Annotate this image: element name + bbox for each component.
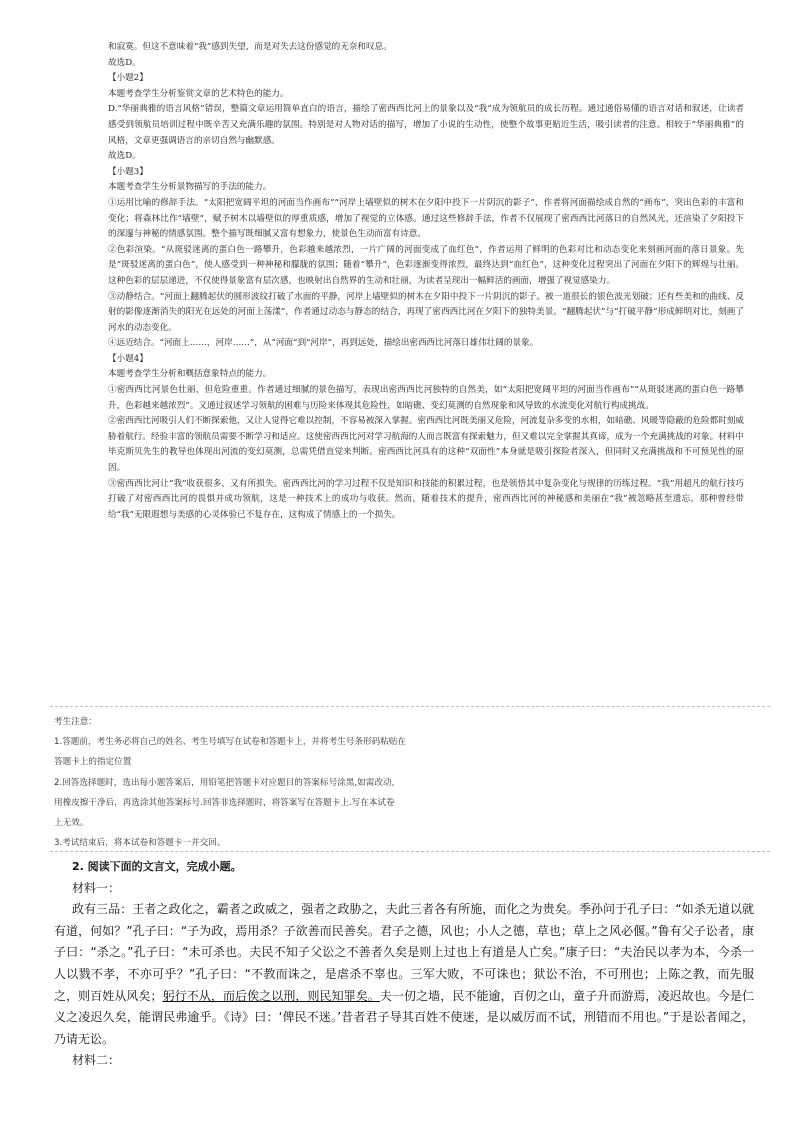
answer-paragraph: ①运用比喻的修辞手法。“太阳把宽阔平坦的河面当作画布”“河岸上墙壁似的树木在夕阳中投下一片阴沉的影子”，作者将河面描绘成自然的“画布”，突出色彩的丰富和变化；将森林比作“墙壁”，赋予树木以墙壁似的厚重质感，增加了视觉的立体感。通过这些修辞手法，作者不仅展现了密西西比河落日的自然风光，还渲染了夕阳投下的深邃与神秘的情感氛围。整个描写既细腻又富有想象力，使景色生动而富有诗意。 <box>108 197 744 240</box>
answer-line: 故选D。 <box>108 57 141 68</box>
notice-line: 用橡皮擦干净后，再选涂其他答案标号.回答非选择题时，将答案写在答题卡上.写在本试卷 <box>54 797 395 808</box>
divider-top <box>50 706 770 707</box>
answer-line: 本题考查学生分析鉴赏文章的艺术特色的能力。 <box>108 88 289 99</box>
answer-paragraph: D.“华丽典雅的语言风格”错误，整篇文章运用简单直白的语言，描绘了密西西比河上的景象以及“我”成为领航员的成长历程。通过通俗易懂的语言对话和叙述，让读者感受到领航员培训过程中既辛苦又充满乐趣的氛围。特别是对人物对话的描写，增加了小说的生动性，使整个故事更贴近生活，吸引读者的注意。相较于“华丽典雅”的风格，文章更强调语言的亲切自然与幽默感。 <box>108 104 744 146</box>
subquestion-heading: 【小题3】 <box>108 166 148 177</box>
answer-line: 本题考查学生分析和概括意象特点的能力。 <box>108 369 272 380</box>
answer-paragraph: ③密西西比河让“我”收获很多，又有所损失。密西西比河的学习过程不仅是知识和技能的积累过程，也是领悟其中复杂变化与规律的历练过程。“我”用超凡的航行技巧打破了对密西西比河的畏惧并成功领航，这是一种技术上的成功与收获。然而，随着技术的提升，密西西比河的神秘感和美丽在“我”被忽略甚至遗忘，那种曾经带给“我”无限遐想与美感的心灵体验已不复存在，这构成了情感上的一个损失。 <box>108 478 744 520</box>
notice-line: 上无效。 <box>54 818 89 829</box>
notice-title: 考生注意： <box>54 717 97 727</box>
notice-line: 答题卡上的指定位置 <box>54 757 132 768</box>
answer-paragraph: ①密西西比河景色壮丽，但危险重重。作者通过细腻的景色描写，表现出密西西比河独特的自然美，如“太阳把宽阔平坦的河面当作画布”“从斑驳迷离的蛋白色一路攀升，色彩越来越浓烈”。又通过叙述学习领航的困难与历险来体现其危险性，如暗礁、变幻莫测的自然现象和风导致的水流变化对航行构成挑战。 <box>108 385 744 411</box>
answer-line: 本题考查学生分析景物描写的手法的能力。 <box>108 182 272 193</box>
material-2-label: 材料二： <box>72 1053 121 1068</box>
notice-line: 2.回答选择题时，选出每小题答案后，用铅笔把答题卡对应题目的答案标号涂黑,如需改动， <box>54 777 401 788</box>
subquestion-heading: 【小题4】 <box>108 353 148 364</box>
answer-paragraph: ③动静结合。“河面上翻腾起伏的圆形波纹打破了水面的平静，河岸上墙壁似的树木在夕阳中投下一片阴沉的影子。被一道很长的银色波光划破；还有些美和的曲线、反射的影像逐渐消失的阳光在远处的河面上荡漾”，作者通过动态与静态的结合，再现了密西西比河在夕阳下的独特美景。“翻腾起伏”与“打破平静”形成鲜明对比，刻画了河水的动态变化。 <box>108 291 744 333</box>
notice-line: 1.答题前，考生务必将自己的姓名、考生号填写在试卷和答题卡上，并将考生号条形码粘贴在 <box>54 737 406 748</box>
classical-chinese-question <box>54 856 754 1072</box>
passage-text-before: 政有三品：王者之政化之，霸者之政威之，强者之政胁之，夫此三者各有所施，而化之为贵矣。季孙问于孔子曰：“如杀无道以就有道，何如？”孔子曰：“子为政，焉用杀？子欲善而民善矣。君子之德，风也；小人之德，草也；草上之风必偃。”鲁有父子讼者，康子曰：“杀之。”孔子曰：“未可杀也。夫民不知子父讼之不善者久矣是则上过也上有道是人亡矣。”康子曰：“夫治民以孝为本，今杀一人以戮不孝，不亦可乎？”孔子曰：“不教而诛之，是虐杀不辜也。三军大败，不可诛也；狱讼不治，不可刑也；上陈之教，而先服之，则百姓从风矣； <box>54 902 754 1003</box>
notice-line: 3.考试结束后，将本试卷和答题卡一并交回。 <box>54 838 226 849</box>
underlined-sentence: 躬行不从，而后俟之以刑，则民知罪矣。 <box>162 988 380 1003</box>
answer-paragraph: ②密西西比河吸引人们不断探索他，又让人觉得它难以控制，不容易被深入掌握。密西西比河既美丽又危险，河流复杂多变的水相，如暗礁、风暖等隐蔽的危险都时刻威胁着航行。经验丰富的领航员需要不断学习和适应。这使密西西比河对学习航海的人而言既富有探索魅力，但又难以完全掌握其真谛，成为一个充满挑战的对象。材料中毕克斯贝先生的教导也体现出河流的变幻莫测，总需凭借直觉来判断。密西西比河具有的这种“双面性”本身就是吸引探险者深入，但同时又充满挑战和不可预见性的原因。 <box>108 416 744 474</box>
passage-text-after: 夫一仞之墙，民不能逾，百仞之山，童子升而游焉，凌迟故也。今是仁义之凌迟久矣，能谓民弗逾乎。《诗》曰：‘俾民不迷。’昔者君子导其百姓不使迷，是以威厉而不试，刑错而不用也。”于是讼者闻之，乃请无讼。 <box>54 988 754 1046</box>
exam-notice <box>54 712 754 853</box>
subquestion-heading: 【小题2】 <box>108 73 148 84</box>
material-1-label: 材料一： <box>72 880 121 895</box>
answer-paragraph: ④远近结合。“河面上……，河岸……”，从“河面”到“河岸”，再到远处，描绘出密西西比河落日雄伟壮阔的景象。 <box>108 338 539 349</box>
answer-line: 故选D。 <box>108 151 141 162</box>
material-1-text <box>54 899 754 1050</box>
question-title: 2. 阅读下面的文言文，完成小题。 <box>72 860 242 873</box>
answer-paragraph: ②色彩渲染。“从斑驳迷离的蛋白色一路攀升，色彩越来越浓烈，一片广阔的河面变成了血红色”，作者运用了鲜明的色彩对比和动态变化来刻画河面的落日景象。先是“斑驳迷离的蛋白色”，使人感受到一种神秘和朦胧的氛围；随着“攀升”，色彩逐渐变得浓烈，最终达到“血红色”，这种变化过程突出了河面在夕阳下的辉煌与壮丽。这种色彩的层层递进，不仅使得景象富有层次感，也映射出自然界的生动和壮丽，为读者呈现出一幅鲜活的画面，增强了视觉感染力。 <box>108 244 744 286</box>
answer-analysis-section <box>108 40 744 523</box>
divider-bottom <box>50 851 770 852</box>
answer-line: 和寂寞。但这不意味着“我”感到失望，而是对失去这份感觉的无奈和叹息。 <box>108 42 392 52</box>
